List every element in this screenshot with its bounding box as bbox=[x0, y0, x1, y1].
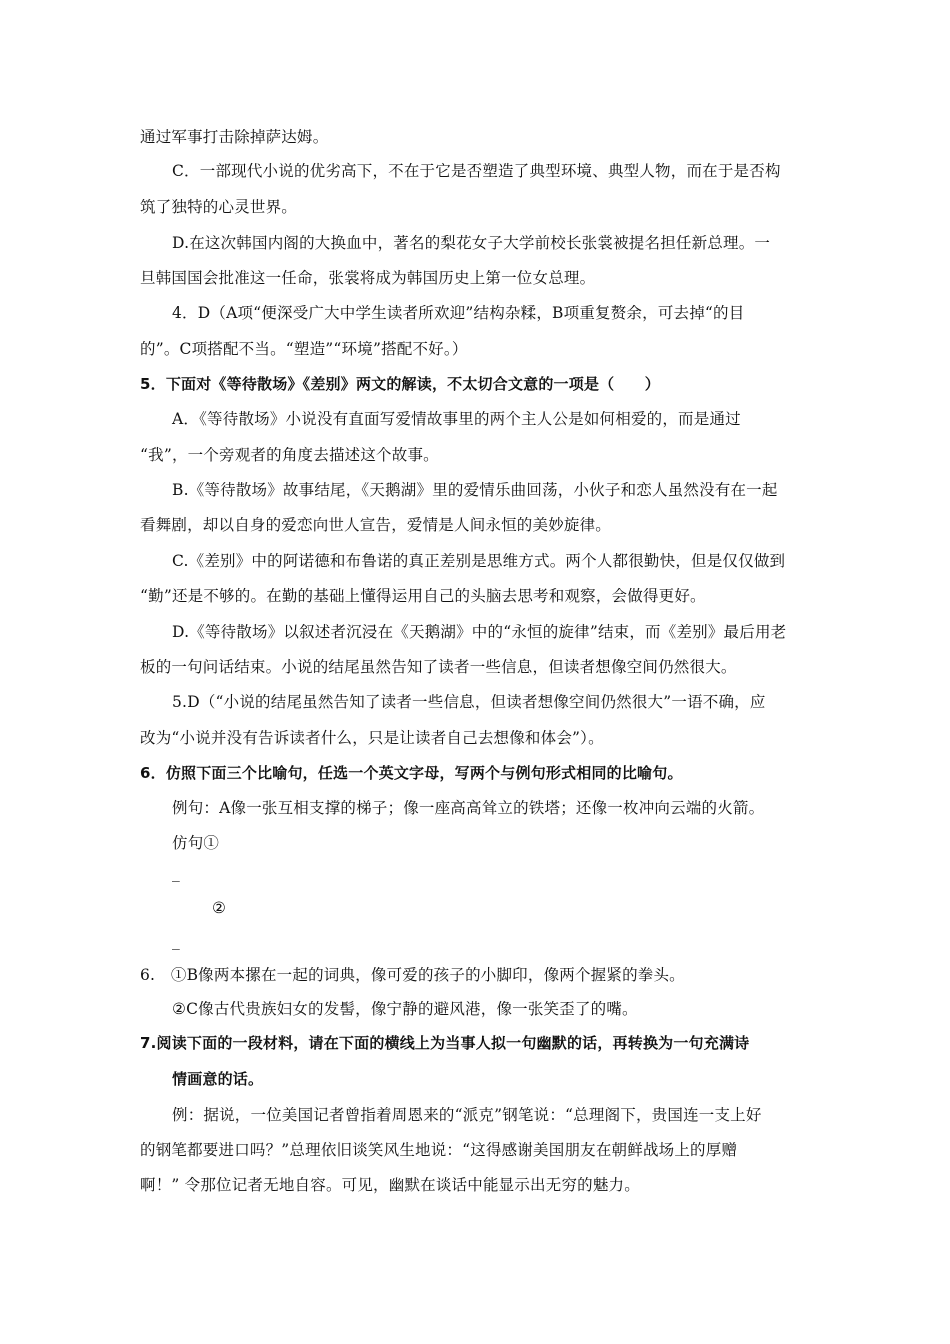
answer-line: 的”。C项搭配不当。“塑造”“环境”搭配不好。） bbox=[140, 340, 468, 358]
option-line: 板的一句问话结束。小说的结尾虽然告知了读者一些信息，但读者想像空间仍然很大。 bbox=[140, 658, 737, 676]
option-line: A．《等待散场》小说没有直面写爱情故事里的两个主人公是如何相爱的，而是通过 bbox=[172, 410, 741, 428]
text-line: 旦韩国国会批准这一任命，张裳将成为韩国历史上第一位女总理。 bbox=[140, 269, 596, 287]
text-line: 通过军事打击除掉萨达姆。 bbox=[140, 128, 329, 146]
question-heading: 7.阅读下面的一段材料，请在下面的横线上为当事人拟一句幽默的话，再转换为一句充满诗 bbox=[140, 1034, 750, 1052]
imitation-label: ② bbox=[212, 899, 227, 917]
blank-line: _ bbox=[172, 932, 180, 950]
option-line: 看舞剧，却以自身的爱恋向世人宣告，爱情是人间永恒的美妙旋律。 bbox=[140, 516, 612, 534]
answer-line: 6. ①B像两本摞在一起的词典，像可爱的孩子的小脚印，像两个握紧的拳头。 bbox=[140, 966, 685, 984]
example-line: 啊！” 令那位记者无地自容。可见，幽默在谈话中能显示出无穷的魅力。 bbox=[140, 1176, 640, 1194]
option-line: “我”，一个旁观者的角度去描述这个故事。 bbox=[140, 446, 439, 464]
answer-line: 4．D（A项“便深受广大中学生读者所欢迎”结构杂糅，B项重复赘余，可去掉“的目 bbox=[172, 304, 745, 322]
question-heading: 5．下面对《等待散场》《差别》两文的解读，不太切合文意的一项是（ ） bbox=[140, 375, 660, 393]
blank-line: _ bbox=[172, 864, 180, 882]
example-line: 的钢笔都要进口吗？”总理依旧谈笑风生地说：“这得感谢美国朋友在朝鲜战场上的厚赠 bbox=[140, 1141, 738, 1159]
example-line: 例：据说，一位美国记者曾指着周恩来的“派克”钢笔说：“总理阁下，贵国连一支上好 bbox=[172, 1106, 762, 1124]
question-heading: 情画意的话。 bbox=[172, 1070, 264, 1088]
text-line: D.在这次韩国内阁的大换血中，著名的梨花女子大学前校长张裳被提名担任新总理。一 bbox=[172, 234, 771, 252]
answer-line: 改为“小说并没有告诉读者什么，只是让读者自己去想像和体会”）。 bbox=[140, 729, 604, 747]
text-line: C．一部现代小说的优劣高下，不在于它是否塑造了典型环境、典型人物，而在于是否构 bbox=[172, 162, 781, 180]
example-line: 例句：A像一张互相支撑的梯子；像一座高高耸立的铁塔；还像一枚冲向云端的火箭。 bbox=[172, 799, 765, 817]
option-line: D.《等待散场》以叙述者沉浸在《天鹅湖》中的“永恒的旋律”结束，而《差别》最后用老 bbox=[172, 623, 787, 641]
answer-line: ②C像古代贵族妇女的发髻，像宁静的避风港，像一张笑歪了的嘴。 bbox=[172, 1000, 638, 1018]
question-heading: 6．仿照下面三个比喻句，任选一个英文字母，写两个与例句形式相同的比喻句。 bbox=[140, 764, 683, 782]
imitation-label: 仿句① bbox=[172, 834, 220, 852]
option-line: C.《差别》中的阿诺德和布鲁诺的真正差别是思维方式。两个人都很勤快，但是仅仅做到 bbox=[172, 552, 786, 570]
answer-line: 5.D（“小说的结尾虽然告知了读者一些信息，但读者想像空间仍然很大”一语不确，应 bbox=[172, 693, 766, 711]
option-line: B.《等待散场》故事结尾，《天鹅湖》里的爱情乐曲回荡，小伙子和恋人虽然没有在一起 bbox=[172, 481, 778, 499]
text-line: 筑了独特的心灵世界。 bbox=[140, 198, 298, 216]
option-line: “勤”还是不够的。在勤的基础上懂得运用自己的头脑去思考和观察，会做得更好。 bbox=[140, 587, 706, 605]
